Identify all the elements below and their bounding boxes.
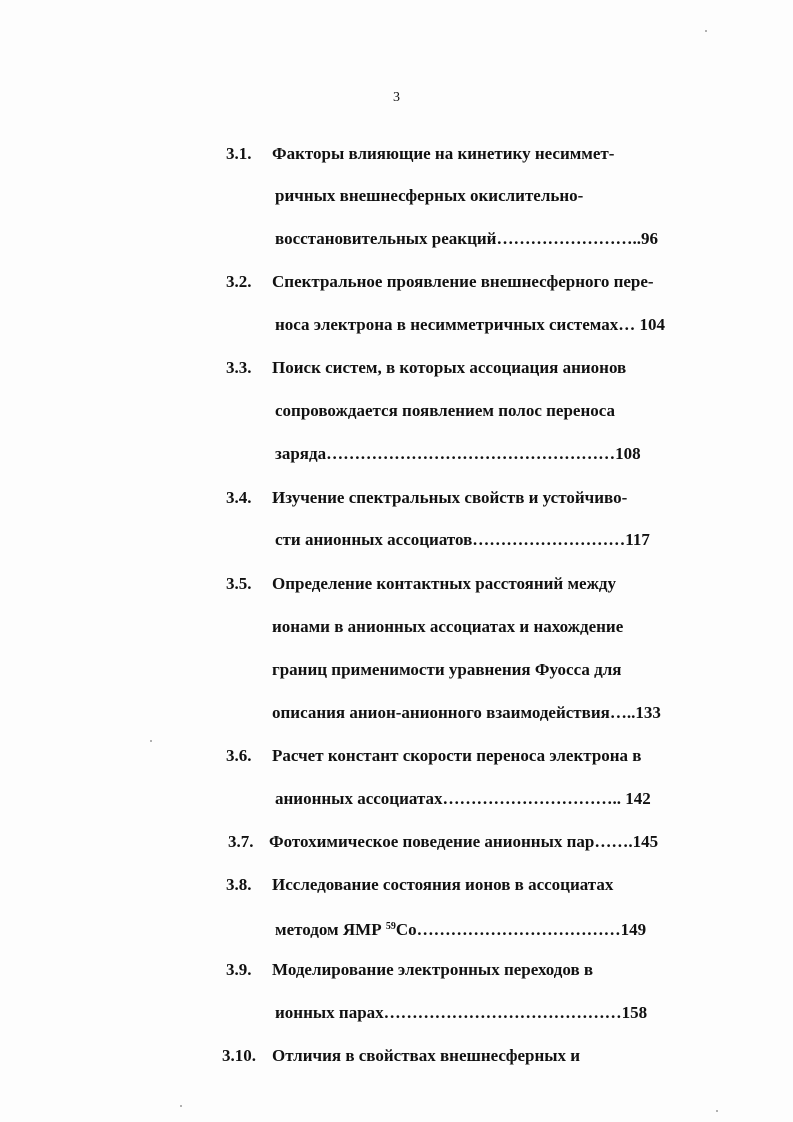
toc-line: Определение контактных расстояний между — [272, 574, 617, 593]
toc-line: Расчет констант скорости переноса электрона в — [272, 746, 642, 765]
toc-number: 3.9. — [226, 960, 252, 979]
toc-number: 3.5. — [226, 574, 252, 593]
toc-line: ионных парах……………………………………158 — [275, 1003, 648, 1022]
toc-line: границ применимости уравнения Фуосса для — [272, 660, 622, 679]
toc-number: 3.2. — [226, 272, 252, 291]
toc-line: Спектральное проявление внешнесферного пере- — [272, 272, 654, 291]
toc-line: ионами в анионных ассоциатах и нахождение — [272, 617, 624, 636]
toc-line: Изучение спектральных свойств и устойчиво- — [272, 488, 628, 507]
isotope-superscript: 59 — [385, 921, 396, 932]
toc-number: 3.8. — [226, 875, 252, 894]
toc-number: 3.4. — [226, 488, 252, 507]
toc-line: сопровождается появлением полос переноса — [275, 401, 615, 420]
toc-number: 3.7. — [228, 832, 254, 851]
toc-line: описания анион-анионного взаимодействия…..133 — [272, 703, 661, 722]
toc-number: 3.6. — [226, 746, 252, 765]
toc-number: 3.3. — [226, 358, 252, 377]
scan-speck — [150, 740, 152, 742]
toc-line-text: методом ЯМР — [275, 920, 386, 939]
toc-line: заряда……………………………………………108 — [275, 444, 641, 463]
scan-speck — [716, 1110, 718, 1112]
toc-line-text: Co………………………………149 — [395, 920, 647, 939]
toc-number: 3.1. — [226, 144, 252, 163]
toc-line — [275, 917, 646, 940]
page-number: 3 — [393, 90, 400, 105]
toc-number: 3.10. — [222, 1046, 256, 1065]
toc-line: Исследование состояния ионов в ассоциатах — [272, 875, 614, 894]
toc-line: Факторы влияющие на кинетику несиммет- — [272, 144, 615, 163]
toc-line: носа электрона в несимметричных системах… 104 — [275, 315, 666, 334]
toc-line: восстановительных реакций……………………..96 — [275, 229, 658, 248]
toc-line: сти анионных ассоциатов………………………117 — [275, 530, 650, 549]
toc-line: Фотохимическое поведение анионных пар…….145 — [269, 832, 659, 851]
toc-line: Моделирование электронных переходов в — [272, 960, 594, 979]
scan-speck — [180, 1105, 182, 1107]
toc-line: Отличия в свойствах внешнесферных и — [272, 1046, 581, 1065]
toc-line: анионных ассоциатах………………………….. 142 — [275, 789, 651, 808]
toc-line: Поиск систем, в которых ассоциация анионов — [272, 358, 627, 377]
toc-line: ричных внешнесферных окислительно- — [275, 186, 584, 205]
scan-speck — [705, 30, 707, 32]
